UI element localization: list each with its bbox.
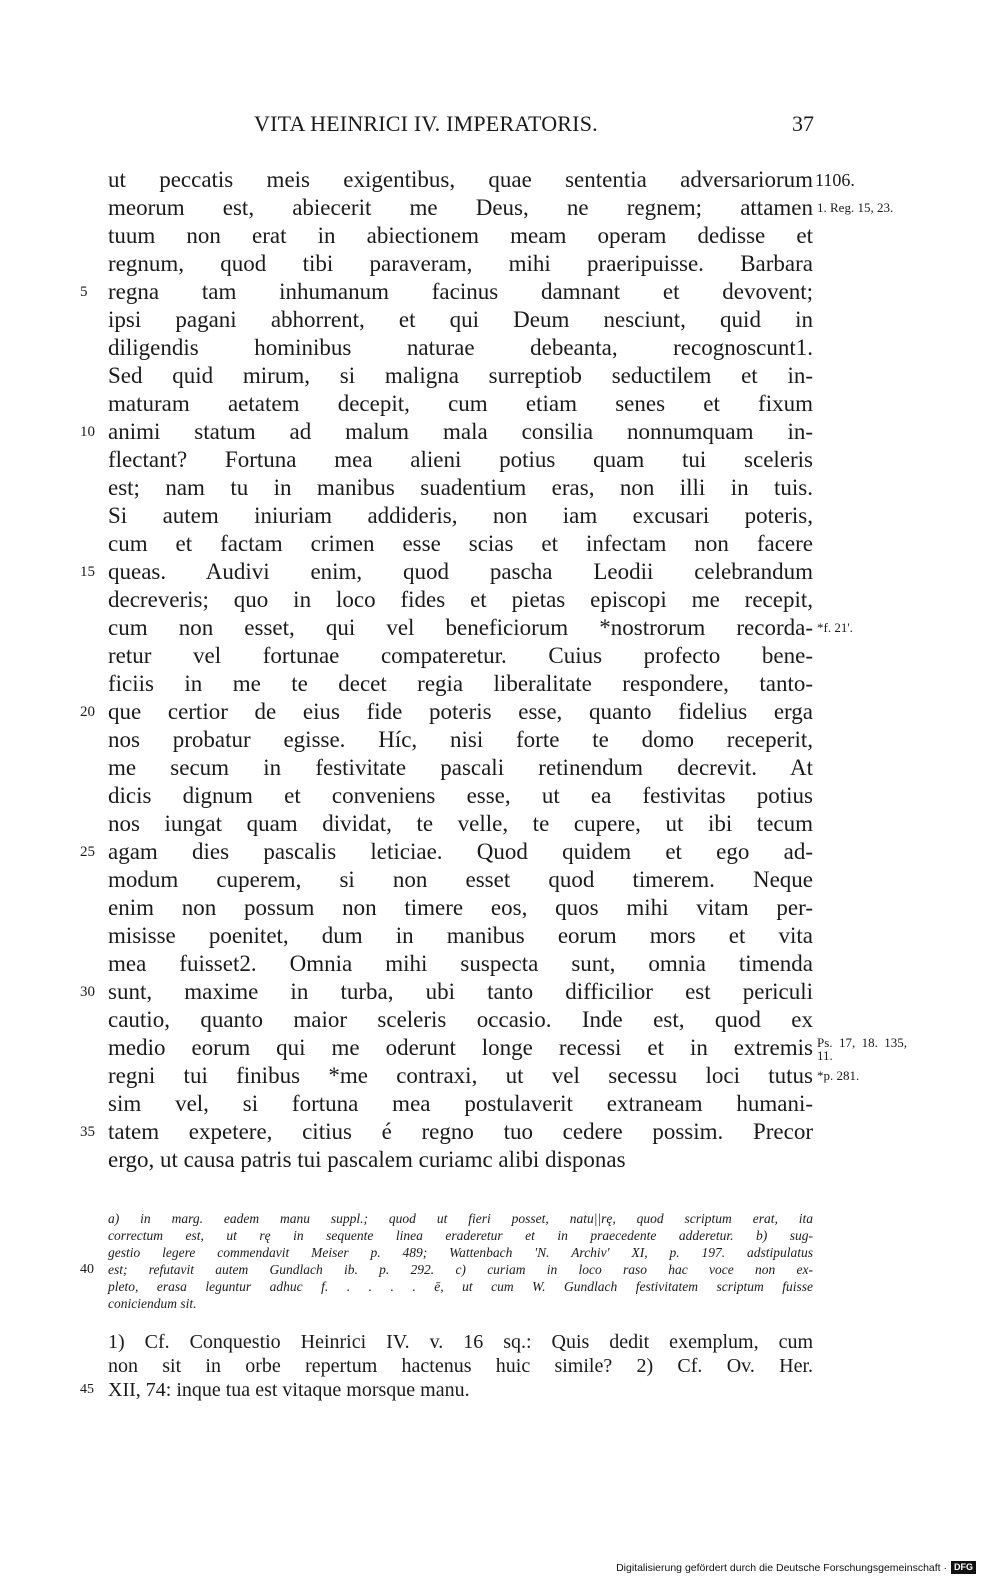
body-line	[108, 1090, 813, 1118]
line-text: misisse poenitet, dum in manibus eorum mors et vita	[108, 923, 813, 948]
dfg-logo-icon: DFG	[951, 1561, 976, 1574]
line-number: 15	[80, 564, 95, 580]
margin-reference: Ps. 17, 18. 135, 11.	[817, 1035, 907, 1063]
line-text: meorum est, abiecerit me Deus, ne regnem; attamen	[108, 195, 813, 220]
line-text: ut peccatis meis exigentibus, quae sententia adversariorum	[108, 167, 813, 192]
body-line	[108, 474, 813, 502]
line-text: regnum, quod tibi paraveram, mihi praeripuisse. Barbara	[108, 251, 813, 276]
line-text: tatem expetere, citius é regno tuo cedere possim. Precor	[108, 1119, 813, 1144]
line-text: nos probatur egisse. Híc, nisi forte te domo receperit,	[108, 727, 813, 752]
line-text: Sed quid mirum, si maligna surreptiob seductilem et in-	[108, 363, 813, 388]
line-number: 20	[80, 704, 95, 720]
line-text: flectant? Fortuna mea alieni potius quam tui sceleris	[108, 447, 813, 472]
footnote-line	[108, 1354, 813, 1378]
line-text: diligendis hominibus naturae debeanta, recognoscunt1.	[108, 335, 813, 360]
line-text: agam dies pascalis leticiae. Quod quidem et ego ad-	[108, 839, 813, 864]
line-text: cautio, quanto maior sceleris occasio. Inde est, quod ex	[108, 1007, 813, 1032]
line-text: dicis dignum et conveniens esse, ut ea festivitas potius	[108, 783, 813, 808]
body-line	[80, 1118, 813, 1146]
body-line	[108, 1006, 813, 1034]
body-line	[108, 1034, 907, 1063]
body-line	[108, 166, 855, 194]
body-line	[80, 838, 813, 866]
line-text: nos iungat quam dividat, te velle, te cupere, ut ibi tecum	[108, 811, 813, 836]
line-text: queas. Audivi enim, quod pascha Leodii celebrandum	[108, 559, 813, 584]
apparatus-line	[108, 1210, 813, 1227]
line-text: ficiis in me te decet regia liberalitate respondere, tanto-	[108, 671, 813, 696]
line-text: ipsi pagani abhorrent, et qui Deum nesciunt, quid in	[108, 307, 813, 332]
line-text: mea fuisset2. Omnia mihi suspecta sunt, omnia timenda	[108, 951, 813, 976]
body-line	[108, 502, 813, 530]
running-title: VITA HEINRICI IV. IMPERATORIS.	[254, 111, 598, 136]
line-number: 10	[80, 424, 95, 440]
body-line	[108, 194, 894, 222]
body-line	[108, 530, 813, 558]
body-line	[108, 726, 813, 754]
digitization-credit	[616, 1561, 976, 1574]
apparatus-line	[108, 1227, 813, 1244]
line-text: est; nam tu in manibus suadentium eras, non illi in tuis.	[108, 475, 813, 500]
body-line	[80, 558, 813, 586]
body-line	[80, 698, 813, 726]
line-text: non sit in orbe repertum hactenus huic simile? 2) Cf. Ov. Her.	[108, 1355, 813, 1377]
apparatus-line	[108, 1244, 813, 1261]
critical-apparatus	[80, 1210, 813, 1312]
body-line	[80, 418, 813, 446]
margin-reference: *p. 281.	[817, 1068, 860, 1083]
line-text: cum non esset, qui vel beneficiorum *nostrorum recorda-	[108, 615, 813, 640]
body-line	[108, 642, 813, 670]
credit-text: Digitalisierung gefördert durch die Deutsche Forschungsgemeinschaft ·	[616, 1561, 947, 1574]
body-line	[108, 894, 813, 922]
body-line	[108, 250, 813, 278]
line-text: est; refutavit autem Gundlach ib. p. 292. c) curiam in loco raso hac voce non ex-	[108, 1262, 813, 1277]
page-number: 37	[792, 111, 814, 136]
running-header	[254, 111, 814, 141]
body-line	[80, 278, 813, 306]
line-text: regni tui finibus *me contraxi, ut vel secessu loci tutus	[108, 1063, 813, 1088]
body-line	[108, 614, 853, 642]
line-text: correctum est, ut rę in sequente linea eraderetur et in praecedente adderetur. b) sug-	[108, 1228, 813, 1243]
line-text: medio eorum qui me oderunt longe recessi et in extremis	[108, 1035, 813, 1060]
body-line	[80, 978, 813, 1006]
body-line	[108, 446, 813, 474]
line-text: decreveris; quo in loco fides et pietas episcopi me recepit,	[108, 587, 813, 612]
body-line	[108, 1062, 860, 1090]
line-text: ergo, ut causa patris tui pascalem curiamc alibi disponas	[108, 1147, 626, 1172]
footnote-line	[108, 1330, 813, 1354]
line-text: sunt, maxime in turba, ubi tanto difficilior est periculi	[108, 979, 813, 1004]
body-line	[108, 1146, 813, 1174]
line-text: a) in marg. eadem manu suppl.; quod ut fieri posset, natu||rę, quod scriptum erat, ita	[108, 1211, 813, 1226]
line-text: XII, 74: inque tua est vitaque morsque manu.	[108, 1379, 470, 1401]
body-line	[108, 222, 813, 250]
body-line	[108, 362, 813, 390]
line-number: 45	[80, 1382, 94, 1397]
line-number: 35	[80, 1124, 95, 1140]
line-text: me secum in festivitate pascali retinendum decrevit. At	[108, 755, 813, 780]
margin-year: 1106.	[815, 170, 855, 190]
line-text: tuum non erat in abiectionem meam operam dedisse et	[108, 223, 813, 248]
line-text: Si autem iniuriam addideris, non iam excusari poteris,	[108, 503, 813, 528]
line-text: 1) Cf. Conquestio Heinrici IV. v. 16 sq.: Quis dedit exemplum, cum	[108, 1331, 813, 1353]
line-text: enim non possum non timere eos, quos mihi vitam per-	[108, 895, 813, 920]
body-line	[108, 754, 813, 782]
line-text: regna tam inhumanum facinus damnant et devovent;	[108, 279, 813, 304]
line-text: que certior de eius fide poteris esse, quanto fidelius erga	[108, 699, 813, 724]
body-line	[108, 866, 813, 894]
line-text: maturam aetatem decepit, cum etiam senes et fixum	[108, 391, 813, 416]
body-line	[108, 670, 813, 698]
apparatus-line	[108, 1295, 813, 1312]
footnotes	[80, 1330, 813, 1402]
line-text: retur vel fortunae compateretur. Cuius profecto bene-	[108, 643, 813, 668]
body-line	[108, 334, 813, 362]
line-number: 40	[80, 1262, 94, 1277]
body-line	[108, 810, 813, 838]
line-number: 5	[80, 284, 88, 300]
body-line	[108, 586, 813, 614]
margin-reference: 1. Reg. 15, 23.	[817, 200, 894, 215]
main-text	[80, 166, 907, 1174]
body-line	[108, 922, 813, 950]
line-text: sim vel, si fortuna mea postulaverit extraneam humani-	[108, 1091, 813, 1116]
margin-reference: *f. 21'.	[817, 620, 853, 635]
line-text: coniciendum sit.	[108, 1296, 197, 1311]
body-line	[108, 306, 813, 334]
body-line	[108, 782, 813, 810]
line-text: pleto, erasa leguntur adhuc f. . . . . ē, ut cum W. Gundlach festivitatem scriptum fuisse	[108, 1279, 813, 1294]
footnote-line	[80, 1378, 813, 1402]
body-line	[108, 950, 813, 978]
line-text: cum et factam crimen esse scias et infectam non facere	[108, 531, 813, 556]
line-text: gestio legere commendavit Meiser p. 489; Wattenbach 'N. Archiv' XI, p. 197. adstipulatus	[108, 1245, 813, 1260]
line-text: modum cuperem, si non esset quod timerem. Neque	[108, 867, 813, 892]
apparatus-line	[108, 1278, 813, 1295]
body-line	[108, 390, 813, 418]
line-number: 30	[80, 984, 95, 1000]
line-number: 25	[80, 844, 95, 860]
apparatus-line	[80, 1261, 813, 1278]
line-text: animi statum ad malum mala consilia nonnumquam in-	[108, 419, 813, 444]
